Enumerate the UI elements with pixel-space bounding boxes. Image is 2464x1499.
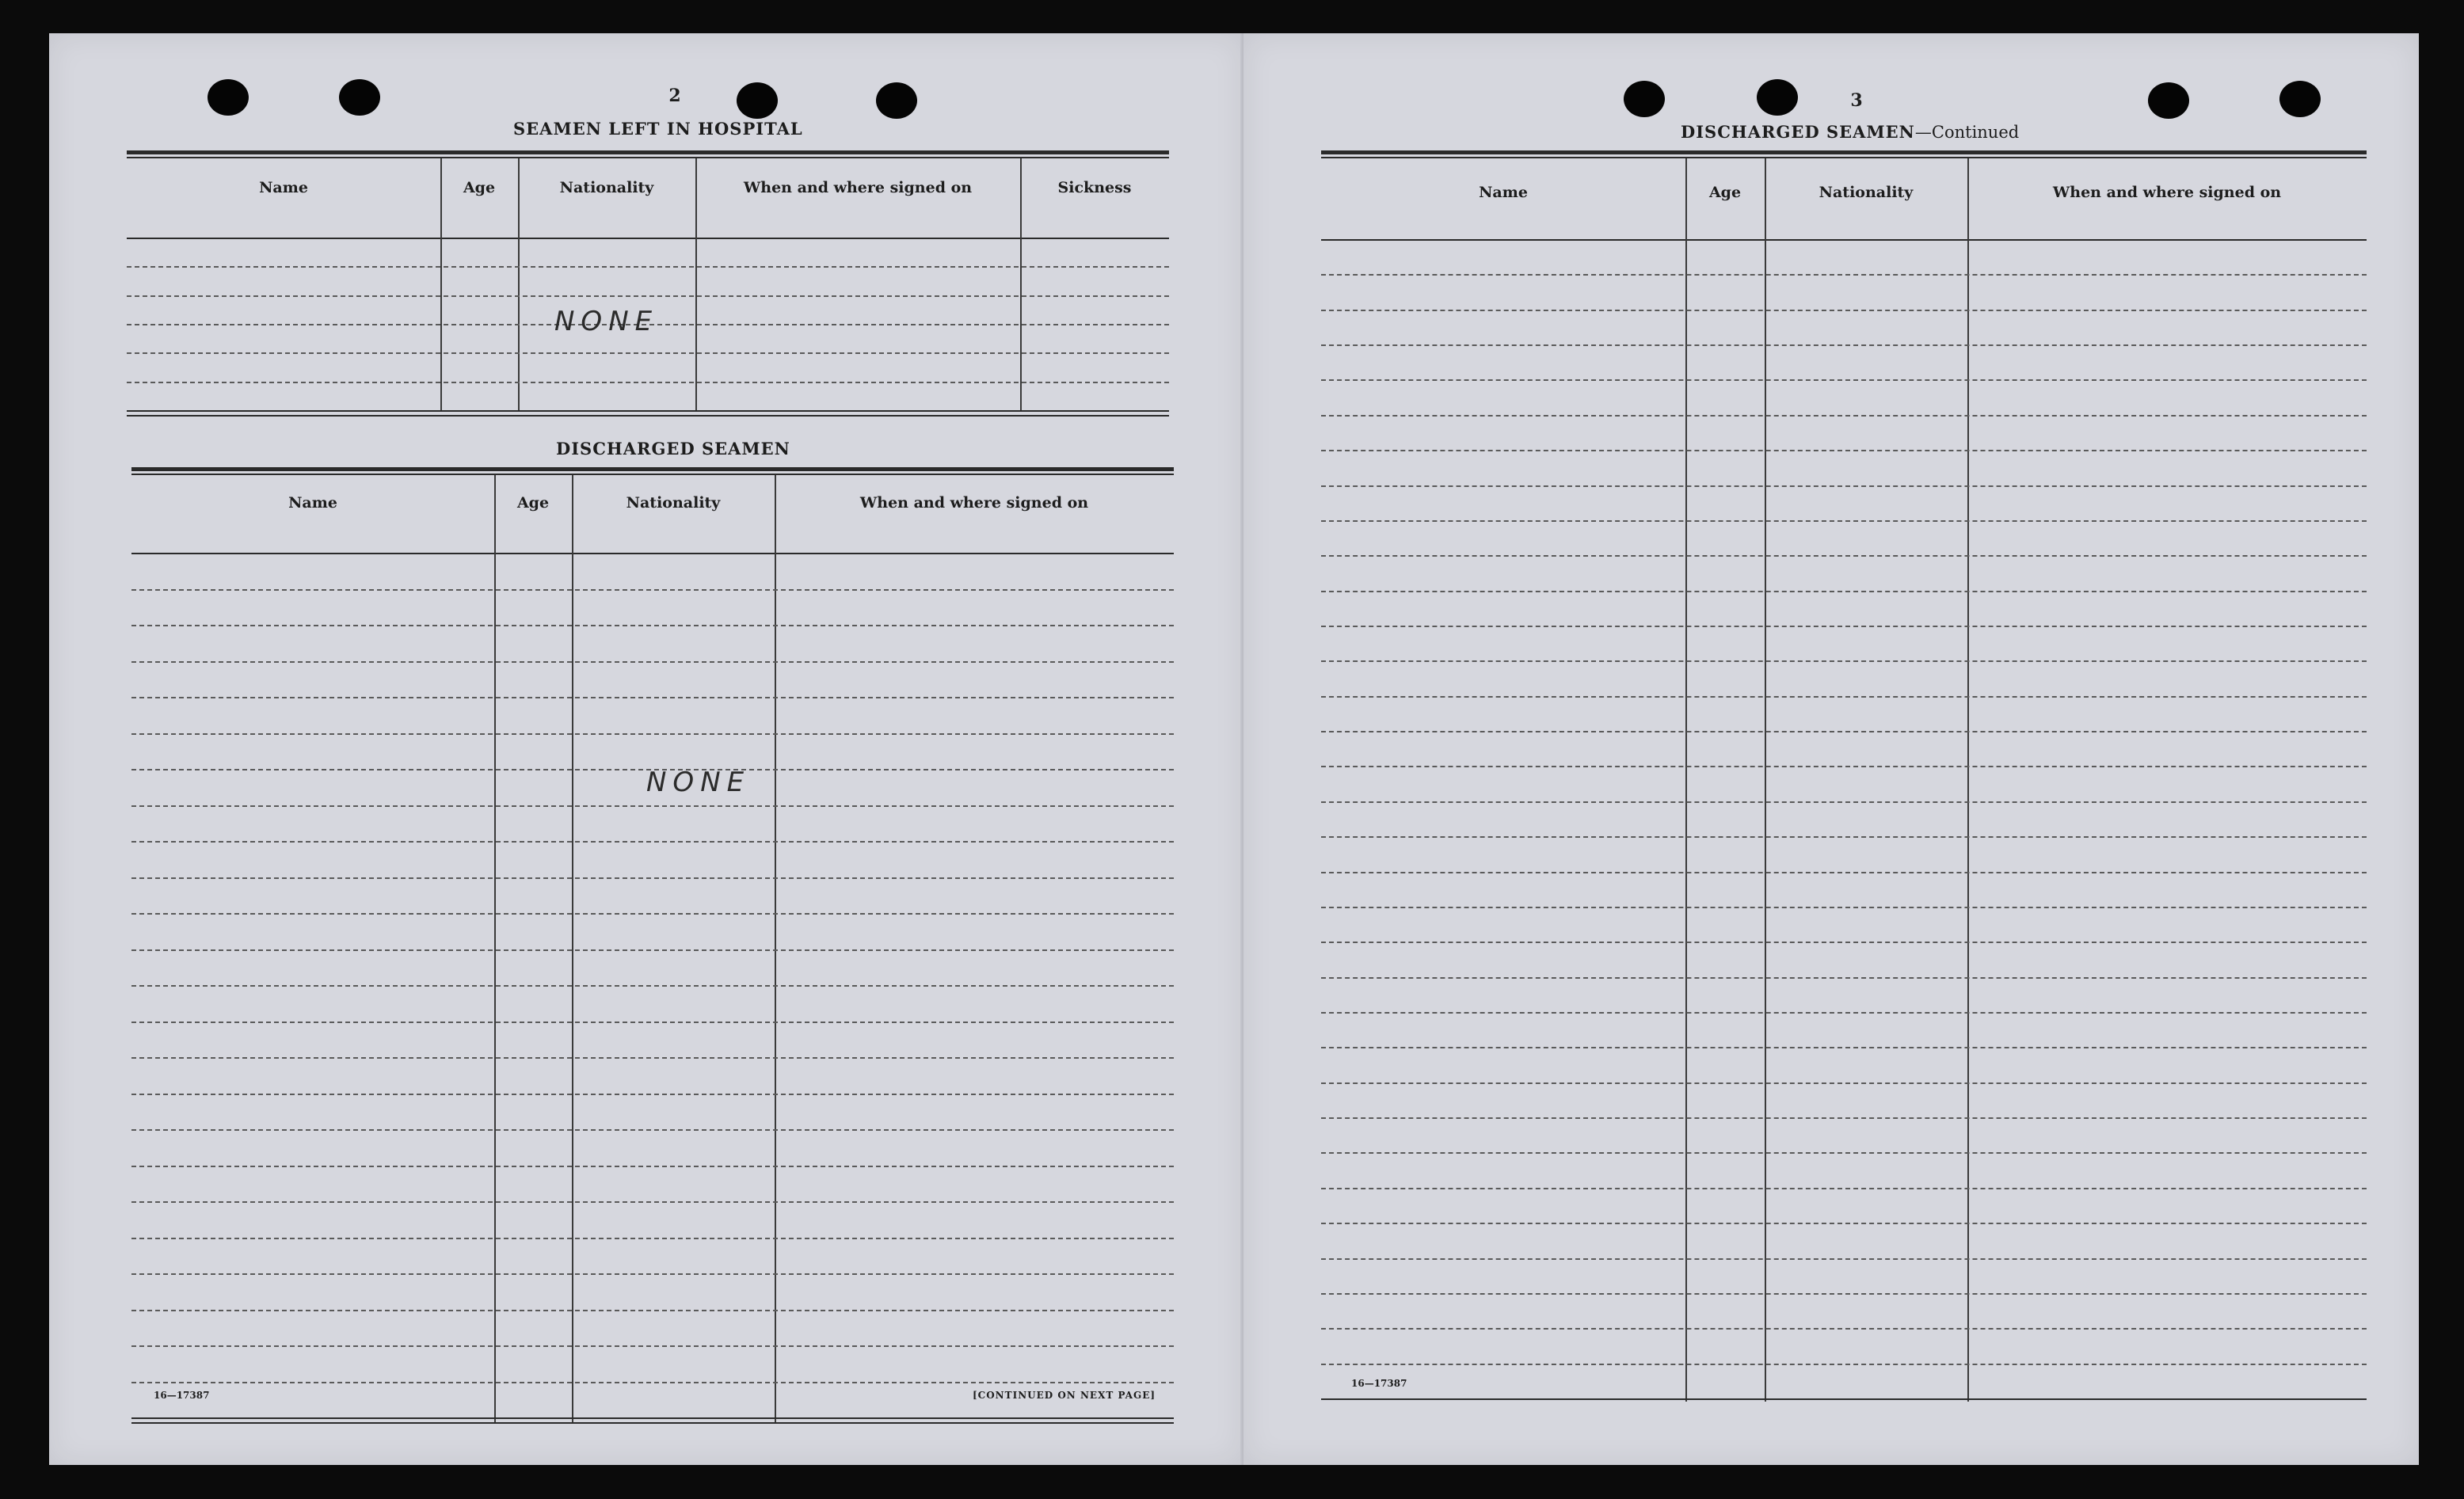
punch-hole	[2279, 81, 2321, 117]
punch-hole	[339, 79, 380, 116]
table-row-rule	[1321, 801, 2367, 803]
cont-col-age: Age	[1708, 184, 1742, 201]
table-row-rule	[1321, 1223, 2367, 1224]
punch-hole	[737, 82, 778, 119]
table-row-rule	[131, 1345, 1174, 1347]
table-row-rule	[131, 697, 1174, 698]
table-row-rule	[1321, 766, 2367, 767]
table-row-rule	[1321, 1364, 2367, 1365]
table-row-rule	[131, 1238, 1174, 1239]
table-row-rule	[1321, 1012, 2367, 1014]
table-row-rule	[1321, 555, 2367, 557]
table-row-rule	[131, 1201, 1174, 1203]
table-row-rule	[1321, 344, 2367, 346]
table-row-rule	[1321, 1328, 2367, 1330]
table-row-rule	[1321, 626, 2367, 627]
table-row-rule	[131, 1129, 1174, 1131]
table-row-rule	[131, 805, 1174, 807]
table-row-rule	[1321, 1293, 2367, 1295]
table-row-rule	[131, 1057, 1174, 1059]
discharged-col-age: Age	[516, 494, 550, 512]
punch-hole	[876, 82, 917, 119]
continued-note: [CONTINUED ON NEXT PAGE]	[973, 1390, 1156, 1401]
table-row-rule	[131, 841, 1174, 843]
table-row-rule	[1321, 942, 2367, 943]
hospital-col-age: Age	[463, 179, 496, 196]
table-row-rule	[1321, 591, 2367, 592]
table-row-rule	[1321, 310, 2367, 311]
hospital-col-name: Name	[259, 179, 308, 196]
table-row-rule	[1321, 274, 2367, 276]
discharged-col-signed-on: When and where signed on	[859, 494, 1089, 512]
table-row-rule	[1321, 731, 2367, 732]
hospital-col-signed-on: When and where signed on	[743, 179, 973, 196]
hospital-col-sickness: Sickness	[1057, 179, 1132, 196]
left-page	[49, 33, 1243, 1465]
table-row-rule	[127, 382, 1169, 383]
table-row-rule	[131, 661, 1174, 663]
table-row-rule	[1321, 872, 2367, 873]
table-row-rule	[1321, 415, 2367, 417]
hospital-section-title: SEAMEN LEFT IN HOSPITAL	[513, 119, 803, 139]
table-row-rule	[1321, 1117, 2367, 1119]
table-row-rule	[131, 625, 1174, 626]
table-row-rule	[1321, 696, 2367, 698]
punch-hole	[1624, 81, 1665, 117]
table-row-rule	[131, 589, 1174, 591]
cont-col-nationality: Nationality	[1818, 184, 1914, 201]
table-row-rule	[131, 1310, 1174, 1311]
discharged-col-nationality: Nationality	[626, 494, 721, 512]
table-row-rule	[1321, 1258, 2367, 1260]
table-row-rule	[131, 877, 1174, 879]
table-row-rule	[1321, 485, 2367, 487]
discharged-continued-title: DISCHARGED SEAMEN—Continued	[1681, 122, 2020, 142]
table-row-rule	[127, 266, 1169, 268]
page-number-right: 3	[1850, 90, 1863, 111]
discharged-entry-none: NONE	[646, 767, 751, 798]
table-row-rule	[1321, 1152, 2367, 1154]
right-page	[1243, 33, 2419, 1465]
table-row-rule	[131, 913, 1174, 915]
punch-hole	[1757, 79, 1798, 116]
cont-col-signed-on: When and where signed on	[2052, 184, 2282, 201]
table-row-rule	[131, 1166, 1174, 1167]
table-row-rule	[1321, 836, 2367, 838]
table-row-rule	[1321, 1188, 2367, 1189]
form-number-left: 16—17387	[154, 1390, 210, 1401]
discharged-section-title: DISCHARGED SEAMEN	[556, 439, 790, 458]
table-row-rule	[1321, 1047, 2367, 1048]
table-row-rule	[127, 352, 1169, 354]
cont-col-name: Name	[1479, 184, 1528, 201]
table-row-rule	[1321, 660, 2367, 662]
table-row-rule	[1321, 1082, 2367, 1084]
hospital-entry-none: NONE	[554, 306, 659, 337]
table-row-rule	[131, 1094, 1174, 1095]
table-row-rule	[1321, 907, 2367, 908]
discharged-continued-table	[1321, 150, 2367, 1402]
punch-hole	[2148, 82, 2189, 119]
table-row-rule	[131, 1022, 1174, 1023]
discharged-col-name: Name	[288, 494, 337, 512]
page-number-left: 2	[668, 86, 681, 106]
table-row-rule	[1321, 977, 2367, 979]
table-row-rule	[131, 985, 1174, 987]
table-row-rule	[1321, 450, 2367, 451]
table-row-rule	[1321, 379, 2367, 381]
discharged-table	[131, 467, 1174, 1427]
punch-hole	[208, 79, 249, 116]
table-row-rule	[1321, 520, 2367, 522]
form-number-right: 16—17387	[1351, 1378, 1407, 1389]
table-row-rule	[131, 1273, 1174, 1275]
table-row-rule	[131, 1382, 1174, 1383]
table-row-rule	[127, 295, 1169, 297]
hospital-col-nationality: Nationality	[559, 179, 654, 196]
table-row-rule	[131, 949, 1174, 951]
hospital-table	[127, 150, 1169, 420]
table-row-rule	[131, 733, 1174, 735]
